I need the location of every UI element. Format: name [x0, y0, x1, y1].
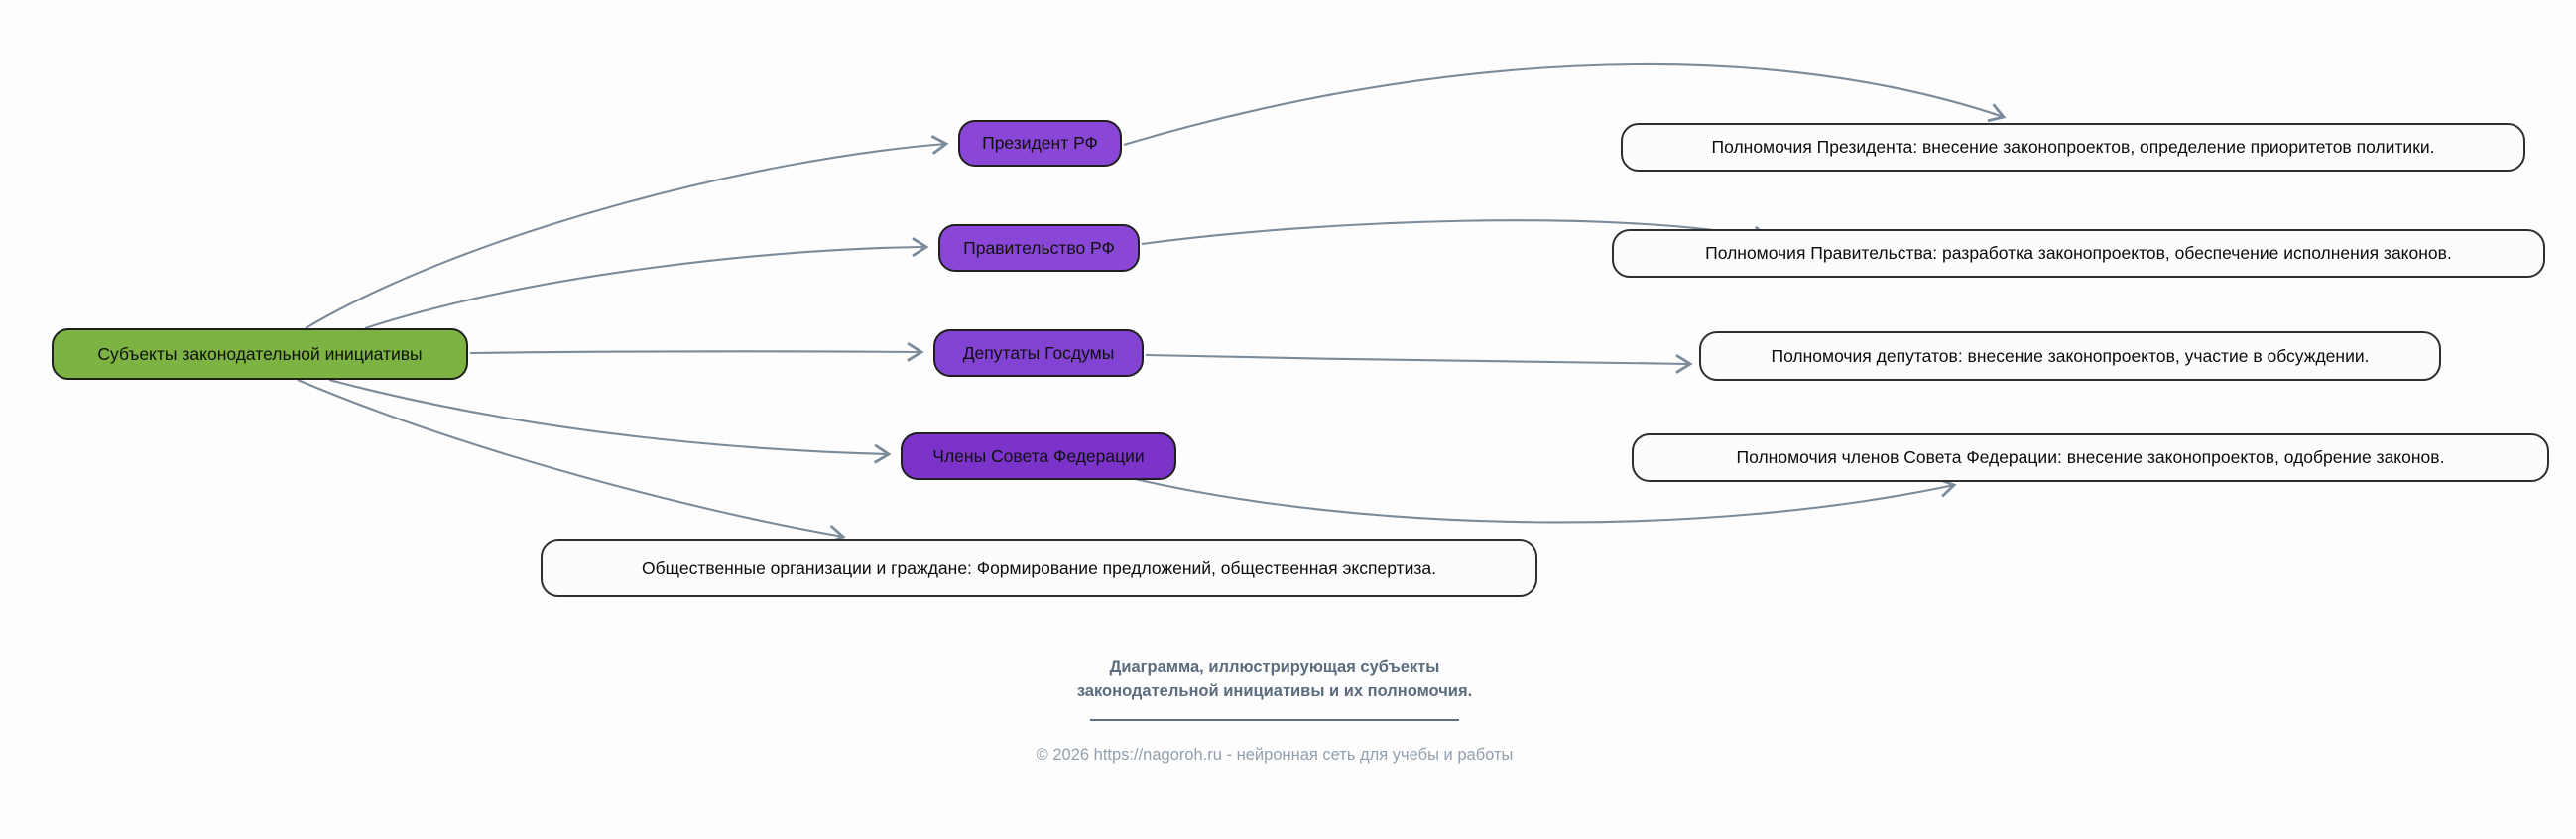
note-deputies-powers: Полномочия депутатов: внесение законопроектов, участие в обсуждении.: [1699, 331, 2441, 381]
edge-root-president: [306, 144, 946, 328]
node-president: Президент РФ: [958, 120, 1122, 167]
edge-deputies-powers-note: [1146, 355, 1690, 364]
edge-members-powers-note: [1131, 478, 1954, 522]
footer-caption-line1: Диаграмма, иллюстрирующая субъекты: [1109, 659, 1440, 676]
edge-root-members: [329, 380, 889, 454]
note-society: Общественные организации и граждане: Формирование предложений, общественная экспертиза.: [541, 539, 1537, 597]
footer: [898, 657, 1652, 765]
note-government-powers: Полномочия Правительства: разработка законопроектов, обеспечение исполнения законов.: [1612, 229, 2545, 278]
footer-divider: [1090, 719, 1459, 721]
node-government: Правительство РФ: [938, 224, 1140, 272]
edge-root-deputies: [470, 351, 921, 353]
note-president-powers: Полномочия Президента: внесение законопроектов, определение приоритетов политики.: [1621, 123, 2525, 172]
footer-copyright: © 2026 https://nagoroh.ru - нейронная сеть для учебы и работы: [1036, 745, 1514, 764]
node-deputies: Депутаты Госдумы: [933, 329, 1144, 377]
note-members-powers: Полномочия членов Совета Федерации: внесение законопроектов, одобрение законов.: [1632, 433, 2549, 482]
node-root-subjects: Субъекты законодательной инициативы: [52, 328, 468, 380]
footer-caption-line2: законодательной инициативы и их полномочия.: [1076, 681, 1473, 700]
node-members: Члены Совета Федерации: [901, 432, 1176, 480]
edge-root-society-note: [298, 380, 843, 537]
